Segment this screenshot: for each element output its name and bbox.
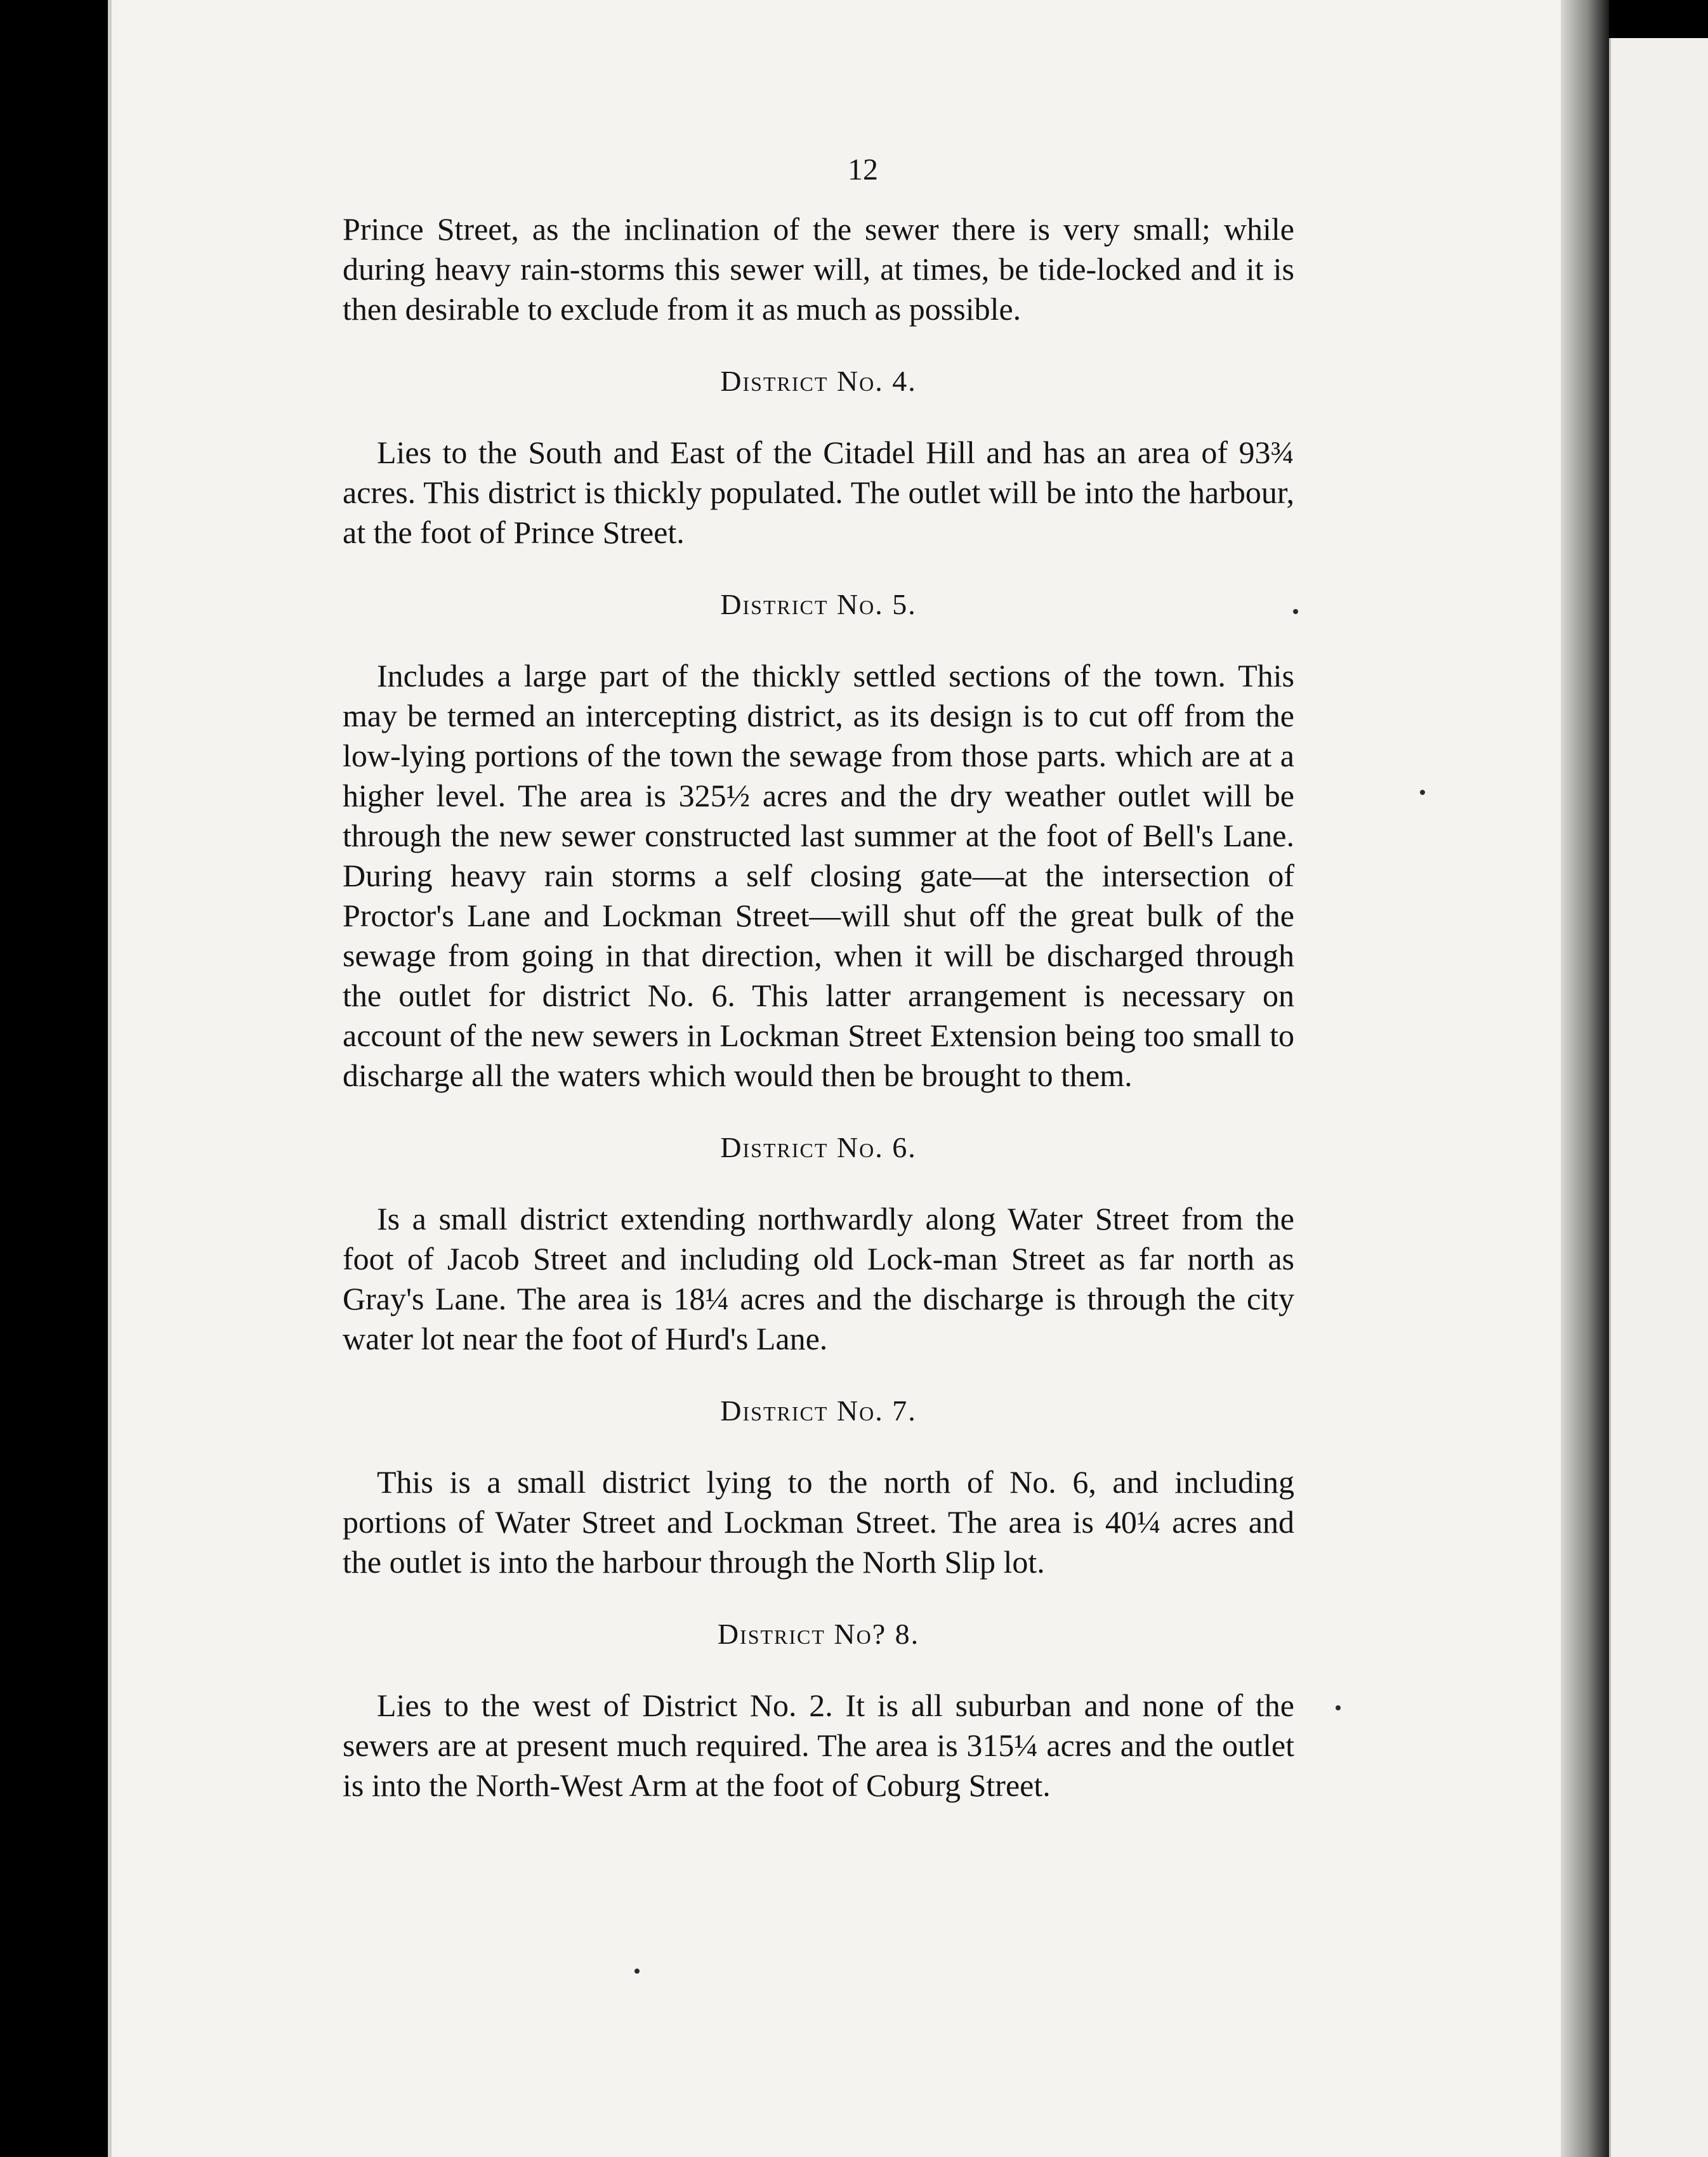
scan-speck	[1336, 1705, 1341, 1710]
scan-speck	[1293, 609, 1298, 614]
page-number: 12	[848, 153, 878, 187]
heading-district-4: District No. 4.	[720, 365, 917, 397]
scan-speck	[634, 1969, 640, 1974]
heading-district-6: District No. 6.	[720, 1131, 917, 1164]
binding-shadow	[1561, 0, 1609, 2157]
paragraph-district-5: Includes a large part of the thickly settled sections of the town. This may be termed an intercepting district, as its design is to cut off from the low-lying portions of the town the sewage from those parts. which are at a higher level. The area is 325½ acres and the dry weather outlet will be through the new sewer constructed last summer at the foot of Bell's Lane. During heavy rain storms a self closing gate—at the intersection of Proctor's Lane and Lockman Street—will shut off the great bulk of the sewage from going in that direction, when it will be discharged through the outlet for district No. 6. This latter arrangement is necessary on account of the new sewers in Lockman Street Extension being too small to discharge all the waters which would then be brought to them.	[343, 658, 1294, 1093]
paragraph-district-7: This is a small district lying to the north of No. 6, and including portions of Water Street and Lockman Street. The area is 40¼ acres and the outlet is into the harbour through the North Slip lot.	[343, 1464, 1294, 1580]
adjacent-sheet-edge	[1609, 38, 1708, 2157]
paragraph-district-6: Is a small district extending northwardly along Water Street from the foot of Jacob Street and including old Lock-man Street as far north as Gray's Lane. The area is 18¼ acres and the discharge is through the city water lot near the foot of Hurd's Lane.	[343, 1201, 1294, 1356]
scan-speck	[1420, 790, 1425, 795]
paragraph-continuation: Prince Street, as the inclination of the sewer there is very small; while during heavy rain-storms this sewer will, at times, be tide-locked and it is then desirable to exclude from it as much as possible.	[343, 211, 1294, 327]
document-body	[343, 209, 1294, 1806]
heading-district-5: District No. 5.	[720, 588, 917, 620]
paragraph-district-8: Lies to the west of District No. 2. It is all suburban and none of the sewers are at present much required. The area is 315¼ acres and the outlet is into the North-West Arm at the foot of Coburg Street.	[343, 1688, 1294, 1803]
heading-district-7: District No. 7.	[720, 1394, 917, 1427]
paragraph-district-4: Lies to the South and East of the Citadel Hill and has an area of 93¾ acres. This district is thickly populated. The outlet will be into the harbour, at the foot of Prince Street.	[343, 435, 1294, 550]
heading-district-8: District No? 8.	[717, 1618, 920, 1650]
